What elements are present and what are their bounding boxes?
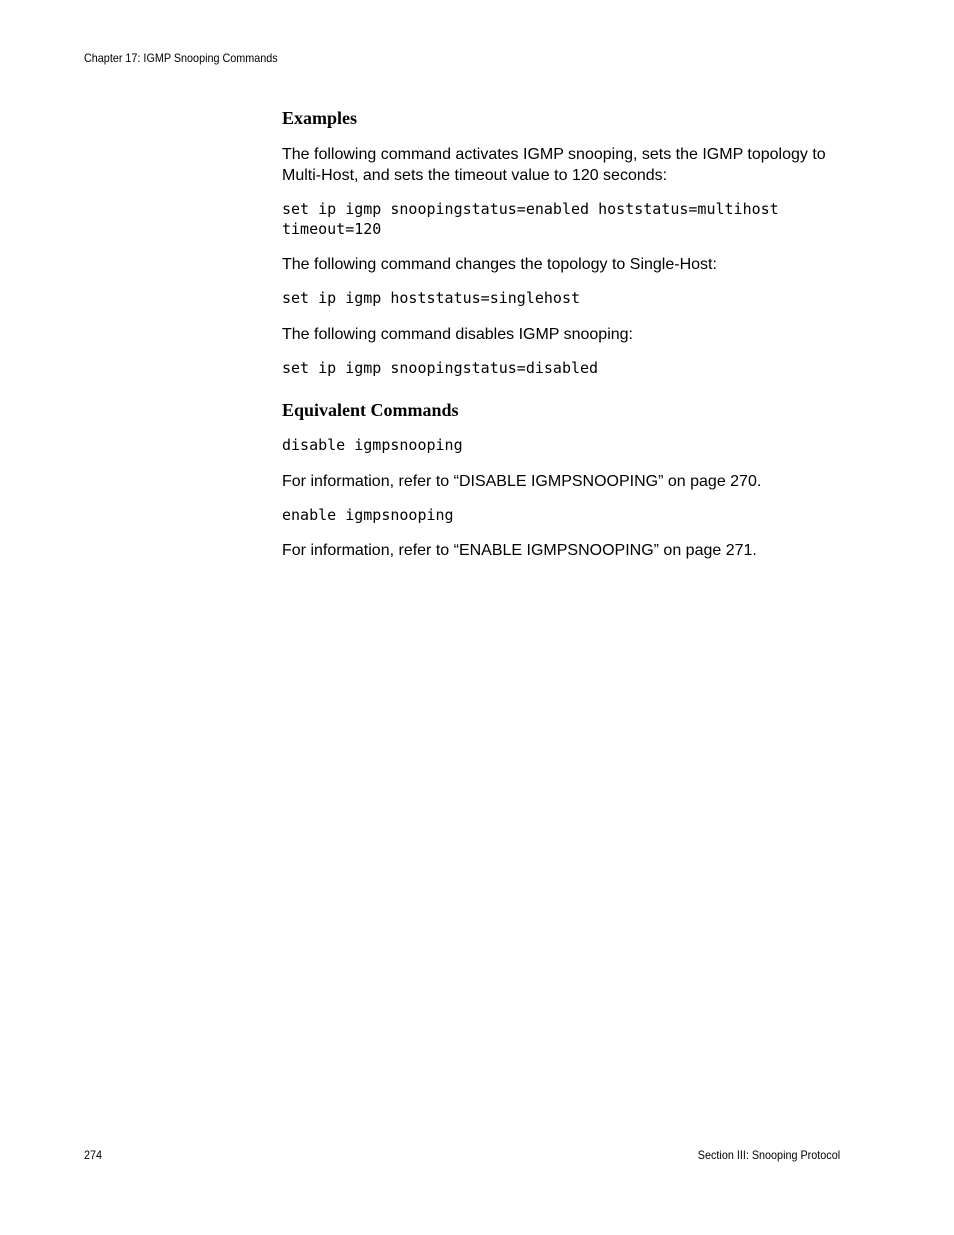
examples-intro-paragraph: The following command activates IGMP snooping, sets the IGMP topology to Multi-Host, and sets the timeout value to 120 seconds: bbox=[282, 146, 826, 184]
reference-enable-paragraph: For information, refer to “ENABLE IGMPSNOOPING” on page 271. bbox=[282, 542, 757, 559]
code-example-singlehost: set ip igmp hoststatus=singlehost bbox=[282, 289, 581, 307]
code-disable-igmpsnooping: disable igmpsnooping bbox=[282, 436, 463, 454]
equivalent-commands-heading: Equivalent Commands bbox=[282, 400, 459, 420]
examples-heading: Examples bbox=[282, 108, 358, 128]
code-example-multihost: set ip igmp snoopingstatus=enabled hoststatus=multihost timeout=120 bbox=[282, 200, 779, 238]
running-footer-section: Section III: Snooping Protocol bbox=[697, 1148, 840, 1162]
reference-disable-paragraph: For information, refer to “DISABLE IGMPSNOOPING” on page 270. bbox=[282, 472, 762, 490]
page-number: 274 bbox=[84, 1148, 103, 1162]
main-content bbox=[282, 106, 852, 575]
running-header: Chapter 17: IGMP Snooping Commands bbox=[84, 51, 278, 65]
examples-disable-paragraph: The following command disables IGMP snooping: bbox=[282, 325, 633, 343]
code-enable-igmpsnooping: enable igmpsnooping bbox=[282, 505, 454, 524]
examples-singlehost-paragraph: The following command changes the topology to Single-Host: bbox=[282, 256, 717, 273]
code-example-disable: set ip igmp snoopingstatus=disabled bbox=[282, 358, 599, 377]
